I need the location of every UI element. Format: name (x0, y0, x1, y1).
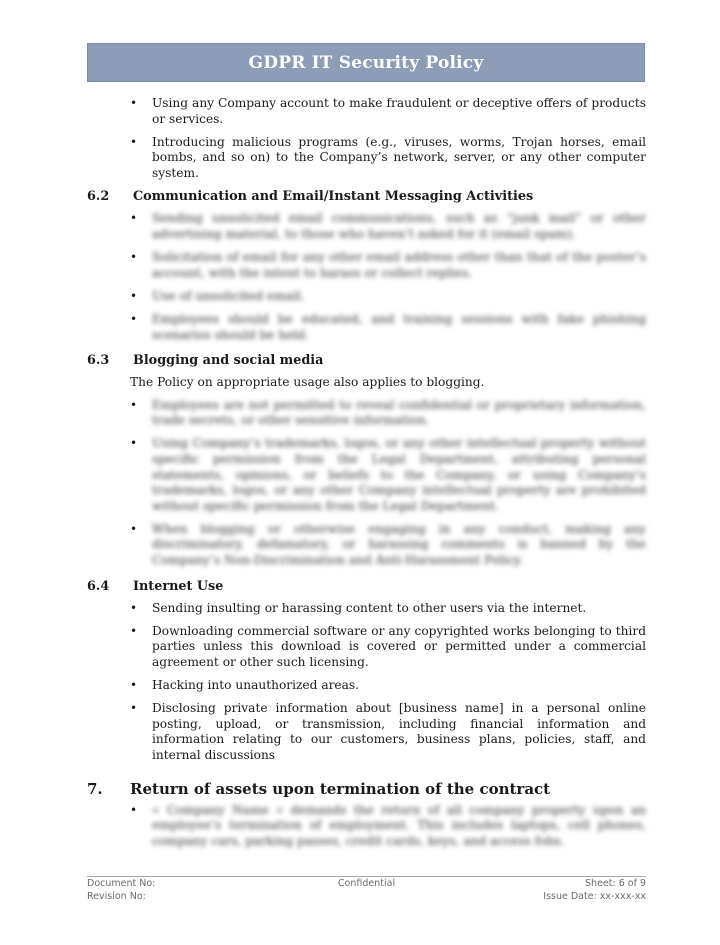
list-item: • Employees should be educated, and training sessions with fake phishing scenarios should be held. (130, 311, 646, 342)
list-item: • Solicitation of email for any other email address other than that of the poster’s account, with the intent to harass or collect replies. (130, 250, 646, 280)
bullet-icon: • (130, 701, 138, 716)
section-7-bullet-list (87, 803, 646, 850)
list-item: • Using Company’s trademarks, logos, or any other intellectual property without specific permission from the Legal Department, attributing personal statements, opinions, or beliefs to the Company, or using Company’s trademarks, logos, or any other Company intellectual property are prohibited without specific permission from the Legal Department. (130, 436, 646, 513)
list-item: • When blogging or otherwise engaging in any conduct, making any discriminatory, defamatory, or harassing comments is banned by the Company’s Non-Discrimination and Anti-Harassment Policy. (130, 521, 646, 568)
intro-bullet-list (87, 96, 646, 181)
bullet-icon: • (130, 211, 138, 226)
bullet-icon: • (130, 134, 138, 149)
list-item: • Disclosing private information about [business name] in a personal online posting, upload, or transmission, including financial information and information relating to our customers, business plans, policies, staff, and internal discussions (130, 701, 646, 762)
list-item: • Downloading commercial software or any copyrighted works belonging to third parties unless this download is covered or permitted under a commercial agreement or other such licensing. (130, 623, 646, 669)
issue-date: Issue Date: xx-xxx-xx (543, 891, 646, 902)
document-number-label: Document No: (87, 878, 156, 889)
bullet-icon: • (130, 397, 138, 412)
page-footer (87, 876, 646, 903)
bullet-icon: • (130, 521, 138, 536)
section-heading-6-2: 6.2 Communication and Email/Instant Messaging Activities (87, 189, 534, 205)
section-heading-6-4: 6.4 Internet Use (87, 578, 224, 594)
list-item: • « Company Name » demands the return of all company property upon an employee’s termination of employment. This includes laptops, cell phones, company cars, parking passes, credit cards, keys, and access fobs. (130, 802, 646, 848)
bullet-icon: • (130, 436, 138, 451)
bullet-icon: • (130, 623, 138, 638)
bullet-icon: • (130, 600, 138, 615)
list-item: • Sending insulting or harassing content to other users via the internet. (130, 600, 587, 615)
section-heading-6-3: 6.3 Blogging and social media (87, 353, 324, 369)
bullet-icon: • (130, 96, 138, 110)
bullet-icon: • (130, 311, 138, 326)
sheet-number: Sheet: 6 of 9 (585, 878, 646, 889)
section-6-3-bullet-list (87, 398, 646, 569)
revision-number-label: Revision No: (87, 891, 146, 902)
bullet-icon: • (130, 678, 138, 693)
list-item: • Use of unsolicited email. (130, 288, 305, 303)
list-item: • Hacking into unauthorized areas. (130, 678, 360, 693)
list-item: • Using any Company account to make fraudulent or deceptive offers of products or services. (130, 96, 646, 126)
list-item: • Sending unsolicited email communications, such as “junk mail” or other advertising material, to those who haven’t asked for it (email spam). (130, 211, 646, 242)
bullet-icon: • (130, 802, 138, 817)
section-6-3-intro: The Policy on appropriate usage also applies to blogging. (130, 375, 485, 390)
list-item: • Introducing malicious programs (e.g., viruses, worms, Trojan horses, email bombs, and so on) to the Company’s network, server, or any other computer system. (130, 134, 646, 180)
bullet-icon: • (130, 288, 138, 303)
section-6-2-bullet-list (87, 211, 646, 343)
page-content (87, 96, 646, 857)
confidential-label: Confidential (337, 878, 396, 889)
section-heading-7: 7. Return of assets upon termination of the contract (87, 779, 551, 798)
document-title-banner (87, 43, 645, 82)
document-title: GDPR IT Security Policy (248, 52, 484, 73)
bullet-icon: • (130, 250, 138, 265)
section-6-4-bullet-list (87, 601, 646, 764)
list-item: • Employees are not permitted to reveal confidential or proprietary information, trade secrets, or other sensitive information. (130, 397, 646, 428)
